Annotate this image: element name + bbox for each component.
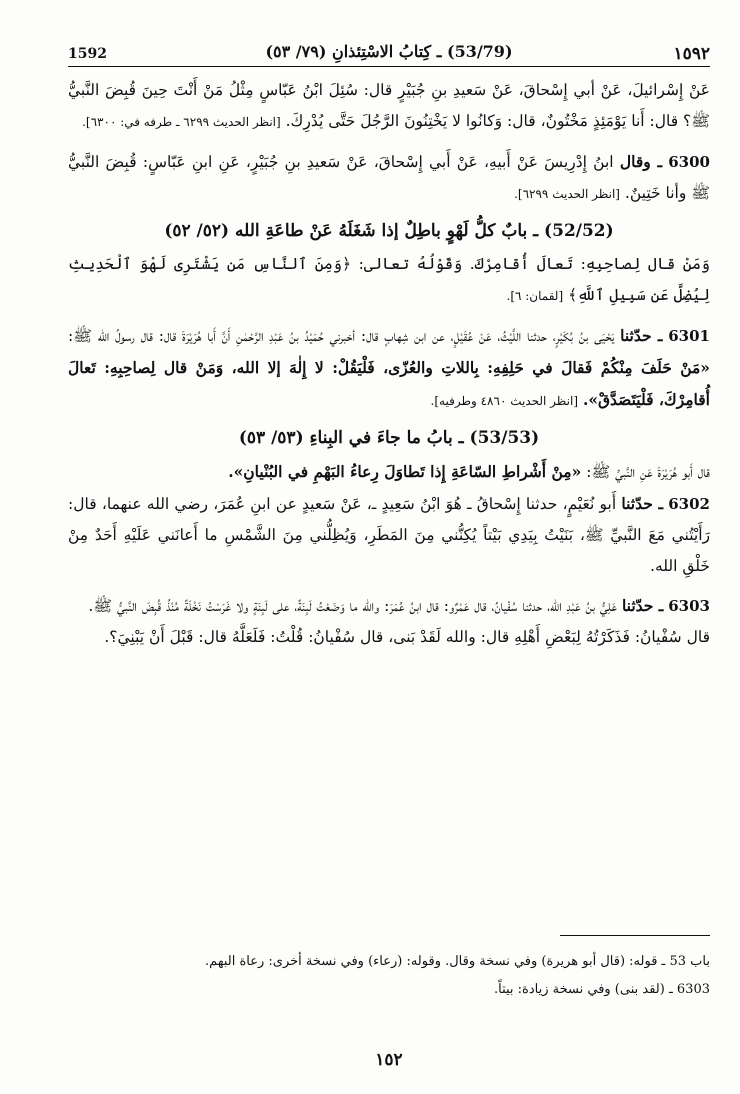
hadith-lead: ـ حدّثنا <box>620 326 663 345</box>
page <box>68 30 710 1080</box>
hadith-6301 <box>68 320 710 417</box>
hadith-6303-continuation <box>68 622 710 653</box>
main-text <box>68 75 710 653</box>
chapter-intro: قال أَبو هُرَيْرَةَ عَنِ النَّبيِّ ﷺ: <box>586 463 710 481</box>
footnote-divider <box>560 935 710 936</box>
footnote-1: باب 53 ـ قوله: (قال أبو هريرة) وفي نسخة وقال. وقوله: (رعاء) وفي نسخة أخرى: رعاة البهم. <box>205 954 710 969</box>
chapter-53-text <box>68 456 710 488</box>
quran-reference: [لقمان: ٦]. <box>506 289 564 303</box>
chapter-52-text <box>68 249 710 312</box>
prophetic-quote: «مِنْ أَشْراطِ السّاعَةِ إِذا تَطاوَلَ رِعاءُ البَهْمِ في البُنْيانِ». <box>228 462 582 481</box>
cross-reference: [انظر الحديث ٤٨٦٠ وطرفيه]. <box>430 394 578 408</box>
hadith-number: 6300 <box>668 153 710 171</box>
running-header <box>68 30 710 67</box>
hadith-number: 6303 <box>668 597 710 615</box>
footnotes <box>68 935 710 1004</box>
hadith-text: عَنْ إِسْرائيلَ، عَنْ أبي إِسْحاقَ، عَنْ سَعيدِ بنِ جُبَيْرٍ قال: سُئِلَ ابْنُ عَبّاسٍ مِثْلُ مَنْ أَنْتَ حِينَ قُبِضَ النَّبيُّ ﷺ؟ قال: أَنا يَوْمَئِذٍ مَخْتُونٌ، قال: وَكانُوا لا يَخْتِنُونَ الرَّجُلَ حَتَّى يُدْرِكَ. <box>68 81 710 130</box>
hadith-text: عَلِيُّ بنُ عَبْدِ الله، حدثنا سُفْيانُ، قال عَمْرٌو: قال ابنُ عُمَرَ: والله ما وَضَعْتُ لَبِنَةً، على لَبِنَةٍ ولا غَرَسْتُ نَخْلَةً مُنْذُ قُبِضَ النَّبيُّ ﷺ. <box>88 597 617 615</box>
hadith-6300 <box>68 146 710 210</box>
cross-reference: [انظر الحديث ٦٢٩٩]. <box>514 187 620 201</box>
hadith-text: أَبو نُعَيْمٍ، حدثنا إِسْحاقُ ـ هُوَ ابْنُ سَعِيدٍ ـ، عَنْ سَعيدٍ عن ابنِ عُمَرَ، رضي الله عنهما، قال: رَأَيْتُني مَعَ النَّبيِّ ﷺ، بَنَيْتُ بِيَدِي بَيْتاً يُكِنُّني مِنَ المَطَرِ، وَيُظِلُّني مِنَ الشَّمْسِ ما أَعانَني عَلَيْهِ أَحَدٌ مِنْ خَلْقِ الله. <box>68 495 710 575</box>
chapter-heading-53: (53/53) ـ بابُ ما جاءَ في البِناءِ (٥٣/ ٥٣) <box>238 428 540 448</box>
page-number-arabic: ١٥٩٢ <box>673 44 710 64</box>
hadith-number: 6302 <box>668 495 710 513</box>
hadith-lead: ـ وقال <box>619 152 662 171</box>
footnote-2: 6303 ـ (لقد بنى) وفي نسخة زيادة: بيتاً. <box>493 982 710 997</box>
chapter-heading-52: (52/52) ـ بابٌ كلُّ لَهْوٍ باطِلٌ إذا شَغَلَهُ عَنْ طاعَةِ الله (٥٢/ ٥٢) <box>164 221 614 241</box>
hadith-number: 6301 <box>668 327 710 345</box>
hadith-text: قال سُفْيانُ: فَذَكَرْتُهُ لِبَعْضِ أَهْلِهِ قال: والله لَقَدْ بَنى، قال سُفْيانُ: قُلْتُ: فَلَعَلَّهُ قال: قَبْلَ أَنْ يَبْنِيَ؟. <box>104 628 710 646</box>
hadith-lead: ـ حدّثنا <box>621 596 664 615</box>
hadith-6303 <box>68 590 710 622</box>
hadith-text: ابنُ إِدْرِيسَ عَنْ أَبيهِ، عَنْ أَبي إِسْحاقَ، عَنْ سَعيدِ بنِ جُبَيْرٍ، عَنِ ابنِ عَبّاسٍ: قُبِضَ النَّبيُّ ﷺ وأنا خَتِينٌ. <box>68 153 710 202</box>
hadith-lead: ـ حدّثنا <box>621 494 664 513</box>
chapter-intro: وَمَنْ قال لِصاحِبِهِ: تَعالَ أُقامِرْكَ. وَقَوْلُهُ تعالى: ﴿وَمِنَ ٱلنَّاسِ مَن يَشْتَرِى لَهْوَ ٱلْحَدِيثِ لِيُضِلَّ عَن سَبِيلِ ٱللَّهِ﴾ <box>68 255 710 304</box>
cross-reference: [انظر الحديث ٦٢٩٩ ـ طرفه في: ٦٣٠٠]. <box>82 115 281 129</box>
hadith-6299-continuation <box>68 75 710 138</box>
prophetic-quote: «مَنْ حَلَفَ مِنْكُمْ فَقالَ في حَلِفِهِ: بِاللاتِ والعُزّى، فَلْيَقُلْ: لا إِلٰهَ إلا الله، وَمَنْ قال لِصاحِبِهِ: تَعالَ أُقامِرْكَ، فَلْيَتَصَدَّقْ». <box>68 358 710 409</box>
hadith-text: يَحْيَى بنُ بُكَيْرٍ، حدثنا اللَّيْثُ، عَنْ عُقَيْلٍ، عن ابن شِهابٍ قال: أخبرني حُمَيْدُ بنُ عَبْدِ الرَّحْمٰنِ أَنَّ أَبا هُرَيْرَةَ قال: قال رسولُ الله ﷺ: <box>68 327 615 345</box>
footer-page-number: ١٥٢ <box>375 1050 403 1070</box>
page-number-latin: 1592 <box>68 46 107 62</box>
book-title: (53/79) ـ كِتابُ الاسْتِئذانِ (٧٩/ ٥٣) <box>265 42 513 61</box>
hadith-6302 <box>68 488 710 582</box>
